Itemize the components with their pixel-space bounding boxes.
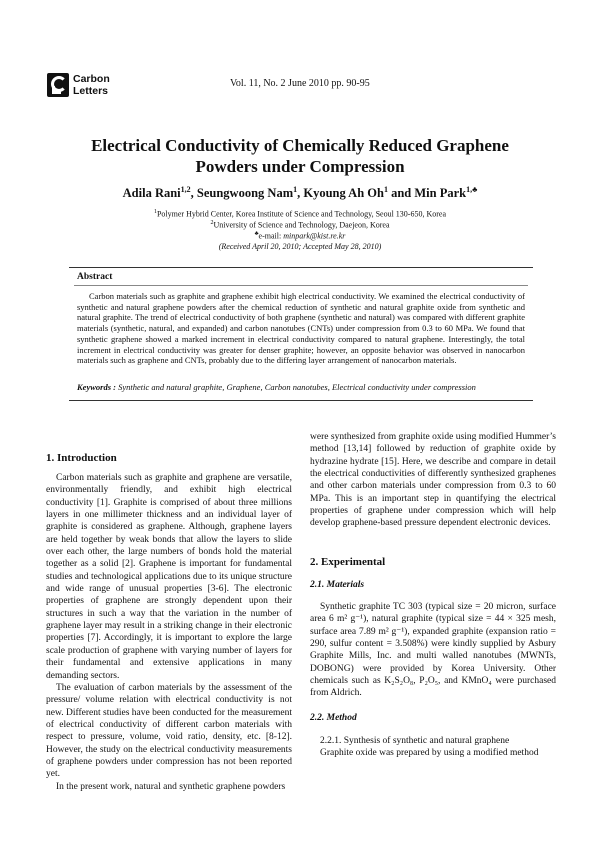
author-separator: ,: [190, 186, 197, 201]
materials-block: [310, 601, 556, 700]
author-sup: 1,♣: [466, 185, 478, 194]
intro-paragraph-3-cont: were synthesized from graphite oxide using modified Hummer’s method [13,14] followed by reduction of graphite oxide by hydrazine hydrate [15]. Here, we describe and compare in detail the electrical conductivities of differently synthesized graphenes and other carbon materials under compression from 0.3 to 60 MPa. This is an important step in quantifying the electrical properties of graphene under compression which will help develop graphene-based pressure dependent electronic devices.: [310, 432, 556, 529]
abstract-top-rule: [69, 267, 533, 268]
section-heading-experimental: 2. Experimental: [310, 556, 386, 568]
journal-logo: [47, 73, 167, 97]
left-column: [46, 472, 292, 793]
affiliation-2: [60, 220, 540, 230]
aff-text: University of Science and Technology, Daejeon, Korea: [213, 220, 390, 230]
right-column-top: [310, 431, 556, 530]
author-name: Kyoung Ah Oh: [303, 186, 384, 201]
affiliation-1: [60, 209, 540, 219]
keywords-label: Keywords :: [77, 382, 119, 392]
logo-line1: Carbon: [73, 73, 110, 85]
author-sup: 1: [383, 185, 388, 194]
method-subheading: 2.2.1. Synthesis of synthetic and natural graphene: [320, 736, 510, 746]
intro-paragraph-3: In the present work, natural and synthetic graphene powders: [56, 781, 286, 792]
intro-paragraph-2: The evaluation of carbon materials by the assessment of the pressure/ volume relation with electrical conductivity is not new. Different studies have been conducted for the measurement of electrical conductivity of different carbon materials with respect to pressure, volume, void ratio, density, etc. [8-12]. However, the study on the electrical conductivity measurements of graphene powders under compression has not been reported yet.: [46, 682, 292, 780]
abstract-bottom-rule: [69, 400, 533, 401]
journal-info: Vol. 11, No. 2 June 2010 pp. 90-95: [230, 78, 370, 89]
author-separator: ,: [297, 186, 304, 201]
paper-title: [60, 135, 540, 177]
carbon-letters-logo-icon: [47, 73, 69, 97]
materials-paragraph: Synthetic graphite TC 303 (typical size = 20 micron, surface area 6 m² g⁻¹), natural graphite (typical size = 44 × 325 mesh, surface area 7.89 m² g⁻¹), expanded graphite (expansion ratio = 290, sulfur content = 3.508%) were kindly supplied by Asbury Graphite Mills, Inc. and multi walled nanotubes (MWNTs, DOBONG) were provided by Korea University. Other chemicals such as K₂S₂O₈, P₂O₅, and KMnO₄ were purchased from Aldrich.: [310, 602, 556, 699]
logo-line2: Letters: [73, 85, 109, 97]
title-line1: Electrical Conductivity of Chemically Reduced Graphene: [91, 136, 509, 155]
author-sup: 1,2: [180, 185, 191, 194]
email-address: minpark@kist.re.kr: [283, 231, 346, 241]
title-line2: Powders under Compression: [195, 157, 405, 176]
keywords: [77, 382, 525, 392]
author-separator: and: [387, 186, 415, 201]
section-heading-introduction: 1. Introduction: [46, 452, 117, 464]
logo-text: [73, 73, 110, 97]
email-sup: ♣: [254, 231, 259, 237]
abstract-text: Carbon materials such as graphite and graphene exhibit high electrical conductivity. We examined the electrical conductivity of synthetic and natural graphene powders after the chemical reduction of synthetic and natural graphite oxide from synthetic and natural graphite. The trend of electrical conductivity of both graphene (synthetic and natural) was compared with different graphite materials (synthetic, natural, and expanded) and carbon nanotubes (CNTs) under compression from 0.3 to 60 MPa. We found that synthetic graphene showed a marked increment in electrical conductivity compared to natural graphene. Interestingly, the total increment in electrical conductivity was greater for denser graphite; however, an opposite behavior was observed in nanocarbon materials such as graphene and CNTs, probably due to the differing layer arrangement of nanocarbon materials.: [77, 291, 525, 366]
aff-sup: 1: [153, 209, 157, 215]
corresponding-email: [60, 231, 540, 241]
subsection-heading-method: 2.2. Method: [310, 713, 357, 723]
keywords-text: Synthetic and natural graphite, Graphene, Carbon nanotubes, Electrical conductivity under compression: [118, 382, 476, 392]
method-block: [310, 735, 556, 760]
author-sup: 1: [293, 185, 298, 194]
method-paragraph: Graphite oxide was prepared by using a modified method: [320, 748, 539, 759]
author-name: Seungwoong Nam: [196, 186, 294, 201]
author-list: [60, 185, 540, 201]
abstract-inner-rule: [74, 285, 528, 286]
abstract-heading: Abstract: [77, 272, 113, 282]
author-name: Min Park: [414, 186, 467, 201]
received-dates: (Received April 20, 2010; Accepted May 28, 2010): [218, 242, 382, 251]
aff-sup: 2: [210, 220, 214, 226]
aff-text: Polymer Hybrid Center, Korea Institute of Science and Technology, Seoul 130-650, Korea: [156, 209, 447, 219]
email-label: e-mail:: [258, 231, 284, 241]
intro-paragraph-1: Carbon materials such as graphite and graphene are versatile, environmentally friendly, and exhibit high electrical conductivity [1]. Graphite is comprised of about three millions layers in one millimeter thickness and an individual layer of graphite is considered as graphene. Although, graphene layers are held together by weak bonds that allow the layers to slide over each other, the large numbers of bonds hold the material together as a solid [2]. Graphene is important for fundamental studies and technological applications due to its unique structure and wide range of unusual properties [3-6]. The electronic properties of graphene are strongly dependent upon their structures in such a way that the variation in the number of graphene layer may result in a striking change in their electronic properties [7]. Accordingly, it is important to explore the large scale production of graphene with varying number of layers for their fundamental and extensive applications in many demanding sectors.: [46, 473, 292, 681]
author-name: Adila Rani: [122, 186, 181, 201]
subsection-heading-materials: 2.1. Materials: [310, 580, 365, 590]
